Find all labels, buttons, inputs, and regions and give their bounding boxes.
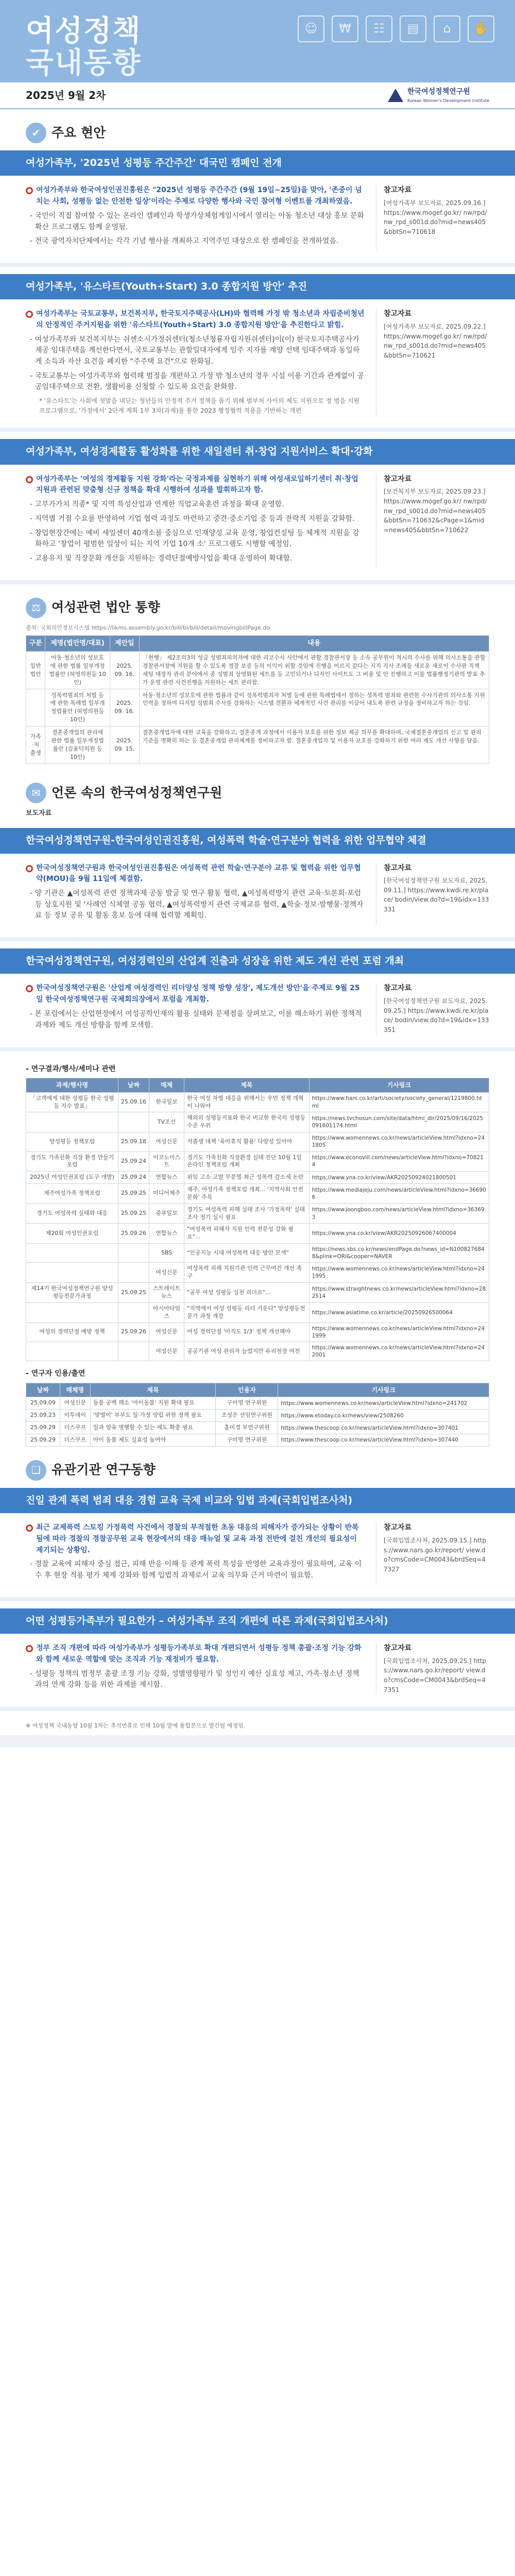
interview-media: 더스쿠프 (60, 1422, 90, 1434)
law-content: 결혼중개업자에 대한 교육을 강화하고, 결혼중개 과정에서 이용자 보호를 위한 정보 제공 의무를 확대하며, 국제결혼중개업의 신고 및 관리 기준을 명확히 하는 등 결혼중개업 관리체계를 정비하고자 함. 결혼중개업자 및 이용자 보호를 강화하기 위한 여러 제도 개선 사항을 담음. (139, 726, 489, 764)
section-divider (0, 1047, 515, 1052)
press-media: 아시아타임즈 (149, 1302, 184, 1323)
section-divider (0, 580, 515, 584)
interview-title-cell: '맞벌이' 부부도 일·가정 양립 위한 정책 필요 (90, 1410, 216, 1422)
article-note: * '유스타트'는 사회에 첫발을 내딛는 청년들의 안정적 주거 정책을 돕기 위해 범부처 사이의 제도 지원으로 정 범을 지원 프로그램으로, '가정에서' 2단계 계획 1부 3차(과제)를 통한 2023 행정협력 적용을 기반하는 개편 (39, 397, 360, 414)
press-row (26, 1092, 489, 1112)
interview-date: 25.09.29 (26, 1434, 60, 1447)
article-body (26, 983, 366, 1035)
article-title: 여성가족부, '2025년 성평등 주간주간' 대국민 캠페인 전개 (0, 150, 515, 176)
law-name: 성폭력범죄의 처벌 등에 관한 특례법 일부개정법률안 (허영의원등 10인) (45, 689, 110, 726)
reference-link[interactable]: [여성가족부 보도자료, 2025.09.16.] https://www.mogef.go.kr/ nw/rpd/nw_rpd_s001d.do?mid=news405&bbtSn=710618 (384, 199, 487, 235)
article-paragraph: - 본 포럼에서는 산업현장에서 여성공학인재의 활용 실태와 문제점을 살펴보고, 이를 해소하기 위한 정책적 과제와 제도 개선 방향을 함께 모색함. (30, 1009, 362, 1029)
press-row (26, 1224, 489, 1244)
press-header-cell: 과제/행사명 (26, 1078, 118, 1093)
press-row (26, 1244, 489, 1263)
newsletter-header (0, 0, 515, 82)
article-lead-text: 정부 조직 개편에 따라 여성가족부가 성평등가족부로 확대 개편되면서 성평등 정책 총괄·조정 기능 강화와 함께 새로운 역할에 맞는 조직과 기능 재정비가 필요함. (36, 1644, 362, 1664)
article-block (0, 299, 515, 422)
article-lead (26, 1643, 366, 1665)
interview-row (26, 1422, 489, 1434)
press-topic: 제주여성가족 정책포럼 (26, 1184, 118, 1204)
press-title: 제주, 여성가족 정책포럼 개최... '지역사회 안전 문화' 주목 (184, 1184, 309, 1204)
press-row (26, 1151, 489, 1172)
header-icon-row (298, 15, 494, 42)
law-header-cell: 제명(법안명/대표) (45, 635, 110, 651)
press-row (26, 1302, 489, 1323)
article-lead-text: 최근 교제폭력 스토킹 가정폭력 사건에서 경찰의 부적절한 초동 대응의 피해자가 증가되는 상황이 반복됨에 따라 경찰의 경찰공무원 교육 현장에서의 대응 매뉴얼 및 교육 과정 전반에 걸친 개선의 필요성이 제기되는 상황임. (36, 1523, 359, 1554)
article-title: 어떤 성평등가족부가 필요한가 – 여성가족부 조직 개편에 따른 과제(국회입법조사처) (0, 1608, 515, 1634)
press-row (26, 1323, 489, 1342)
law-source-note: 출처: 국회의안정보시스템 https://likms.assembly.go.kr/bill/bi/bill/detail/movingbillPage.do (26, 624, 270, 631)
article-lead (26, 185, 366, 207)
press-topic: 2025년 여성인권포럼 (도구 개발) (26, 1172, 118, 1184)
article-lead-text: 한국여성정책연구원은 '산업계 여성경력인 리더양성 정책 방향 성장', 제도개선 방안'을 주제로 9월 25일 한국여성정책연구원 국제회의장에서 포럼을 개최함. (36, 984, 360, 1004)
press-title: 해외의 성평등지표와 한국 비교한 한국의 성평등 수준 우위 (184, 1112, 309, 1132)
law-category (26, 689, 45, 726)
interview-title-cell: 일과 양육 병행할 수 있는 제도 확충 필요 (90, 1422, 216, 1434)
press-topic (26, 1112, 118, 1132)
article-body (26, 185, 366, 250)
press-media: 연합뉴스 (149, 1224, 184, 1244)
press-header-cell: 날짜 (118, 1078, 149, 1093)
press-media: SBS (149, 1244, 184, 1263)
reference-link[interactable]: [국회입법조사처, 2025.09.25.] https://www.nars.go.kr/report/ view.do?cmsCode=CM0043&brdSeq=47351 (384, 1657, 487, 1693)
interview-date: 25.09.29 (26, 1422, 60, 1434)
bullet-circle-icon (26, 187, 33, 194)
person-icon: ☺ (298, 15, 324, 42)
reference-link[interactable]: [보건복지부 보도자료, 2025.09.23.] https://www.mogef.go.kr/ nw/rpd/nw_rpd_s001d.do?mid=news405&bbtSn=710632&cPage=1&mid=news405&bbtSn=710622 (384, 488, 487, 534)
article-block (0, 465, 515, 575)
press-link[interactable]: https://news.tvchosun.com/site/data/html_dir/2025/09/16/2025091601174.html (309, 1112, 489, 1132)
article-reference (376, 185, 489, 250)
money-icon: ₩ (332, 15, 358, 42)
building-icon: ⌂ (434, 15, 460, 42)
interview-header-cell: 인용자 (216, 1383, 278, 1397)
reference-link[interactable]: [국회입법조사처, 2025.09.15.] https://www.nars.go.kr/report/ view.do?cmsCode=CM0043&brdSeq=47327 (384, 1536, 487, 1573)
interview-date: 25.09.09 (26, 1397, 60, 1410)
interview-link[interactable]: https://www.womennews.co.kr/news/articleView.html?idxno=241702 (278, 1397, 489, 1410)
press-link[interactable]: https://www.asiatime.co.kr/article/20250926500064 (309, 1302, 489, 1323)
press-topic (26, 1244, 118, 1263)
section-divider (0, 428, 515, 432)
article-paragraph: - 창업현장간에는 예비 새일센터 40개소를 중심으로 인재양성 교육 운영, 창업컨설팅 등 체계적 지원을 강화하고 '창업이 평범한 일상이 되는 지역 기업 10개 소' 프로그램도 시행할 예정임. (30, 529, 359, 549)
interview-person: 구미영 연구위원 (216, 1434, 278, 1447)
press-link[interactable]: https://www.mediajeju.com/news/articleView.html?idxno=366906 (309, 1184, 489, 1204)
press-row (26, 1112, 489, 1132)
press-topic (26, 1342, 118, 1361)
org-name-en: Korean Women's Development Institute (407, 98, 489, 103)
reference-title: 참고자료 (384, 1644, 412, 1653)
press-title: "공무 여성 성평등 실천 리더로"... (184, 1283, 309, 1303)
press-link[interactable]: https://news.sbs.co.kr/news/endPage.do?news_id=N1008276848&plink=ORI&cooper=NAVER (309, 1244, 489, 1263)
press-media: 이코노미스트 (149, 1151, 184, 1172)
section-title: 여성관련 법안 통향 (52, 600, 160, 615)
law-name: 결혼중개업의 관리에 관한 법률 일부개정법률안 (김윤덕의원 등 10인) (45, 726, 110, 764)
article-body (26, 863, 366, 925)
section-title: 언론 속의 한국여성정책연구원 (52, 785, 222, 800)
press-title: "지역에서 여성 성평등 리더 키운다" 양성평등전문가 과정 개강 (184, 1302, 309, 1323)
press-topic (26, 1263, 118, 1283)
interview-person: 구미영 연구위원 (216, 1397, 278, 1410)
interview-row (26, 1434, 489, 1447)
press-date (118, 1244, 149, 1263)
org-logo (388, 87, 489, 104)
law-content: 아동·청소년의 성보호에 관한 법률과 같이 성폭력범죄자 처벌 등에 관한 특례법에서 정하는 성폭력 범죄와 관련한 수사기관의 의사소통 지원 인력을 정하여 디지털 성범죄 수사를 강화하는 시스템 전환과 체계적인 사건 관리를 이끌어 내도록 관련 규정을 정비하고자 하는 것임. (139, 689, 489, 726)
article-title: 한국여성정책연구원, 여성경력인의 산업계 진출과 성장을 위한 제도 개선 관련 포럼 개최 (0, 948, 515, 974)
article-title: 여성가족부, '유스타트(Youth+Start) 3.0 종합지원 방안' 추진 (0, 274, 515, 299)
title-line1: 여성정책 (26, 14, 142, 48)
press-date (118, 1342, 149, 1361)
bullet-circle-icon (26, 1524, 33, 1532)
article-body (26, 1522, 366, 1584)
article-reference (376, 863, 489, 925)
interview-media: 여성신문 (60, 1397, 90, 1410)
press-link[interactable]: https://www.womennews.co.kr/news/articleView.html?idxno=241995 (309, 1263, 489, 1283)
press-topic (26, 1302, 118, 1323)
check-icon: ✔ (26, 123, 46, 143)
press-topic: 경기도 여성폭력 실태와 대응 (26, 1204, 118, 1224)
article-paragraph: - 지역별 거점 수요를 반영하여 기업 협력 과정도 마련하고 중견·중소기업 중 등과 전략적 지원을 강화함. (30, 514, 355, 523)
press-row (26, 1204, 489, 1224)
article-lead (26, 983, 366, 1005)
press-date: 25.09.25 (118, 1184, 149, 1204)
press-title: 여성폭력 피해 지원기관 인력 근무여건 개선 촉구 (184, 1263, 309, 1283)
footer-note: ※ 여성정책 국내동향 10월 1차는 추석연휴로 인해 10월 말에 통합본으로 발간될 예정임. (26, 1722, 246, 1730)
press-table-wrap (0, 1078, 515, 1361)
press-topic: 「고객에게 대한 성평등 한국 성평등 지수 발표」 (26, 1092, 118, 1112)
article-block (0, 176, 515, 257)
book-icon: ❏ (26, 1460, 46, 1481)
press-topic: 양성평등 정책포럼 (26, 1132, 118, 1151)
press-date: 25.09.26 (118, 1323, 149, 1342)
law-row (26, 651, 489, 689)
article-reference (376, 309, 489, 415)
footer-bar (0, 1735, 515, 1748)
section-law (0, 598, 515, 618)
issue-bar (0, 82, 515, 109)
section-title: 유관기관 연구동향 (52, 1462, 156, 1478)
law-date: 2025. 09. 16. (110, 651, 139, 689)
newspaper-icon: ✉ (26, 783, 46, 803)
article-block (0, 1634, 515, 1702)
bullet-circle-icon (26, 311, 33, 318)
press-media: 여성신문 (149, 1323, 184, 1342)
article-lead-text: 여성가족부는 국토교통부, 보건복지부, 한국토지주택공사(LH)와 협력해 가정 밖 청소년과 자립준비청년의 안정적인 주거지원을 위한 '유스타트(Youth+Start) 3.0 종합지원 방안'을 추진한다고 밝힘. (36, 310, 365, 329)
press-media: TV조선 (149, 1112, 184, 1132)
press-table (26, 1078, 489, 1361)
article-lead-text: 한국여성정책연구원과 한국여성인권진흥원은 여성폭력 관련 학술·연구분야 교류 및 협력을 위한 업무협약(MOU)을 9월 11일에 체결함. (36, 863, 361, 884)
law-category: 가족·저출생 (26, 726, 45, 764)
interview-table-wrap (0, 1383, 515, 1447)
article-body (26, 474, 366, 568)
press-date: 25.09.25 (118, 1204, 149, 1224)
reference-link[interactable]: [한국여성정책연구원 보도자료, 2025.09.25.] https://www.kwdi.re.kr/place/ bodin/view.do?d=19&idx=133351 (384, 997, 489, 1033)
article-title: 진일 관계 폭력 범죄 대응 경험 교육 국제 비교와 입법 과제(국회입법조사처) (0, 1488, 515, 1513)
bullet-circle-icon (26, 476, 33, 483)
law-header-cell: 내용 (139, 635, 489, 651)
press-title: "인공지능 시대 여성폭력 대응 방안 모색" (184, 1244, 309, 1263)
section-press (0, 783, 515, 803)
section-title: 주요 현안 (52, 125, 106, 140)
interview-header-cell: 제목 (90, 1383, 216, 1397)
press-media: 한국일보 (149, 1092, 184, 1112)
interview-row (26, 1397, 489, 1410)
press-header-cell: 매체 (149, 1078, 184, 1093)
press-link[interactable]: https://www.hani.co.kr/arti/society/society_general/1219800.html (309, 1092, 489, 1112)
main-articles (0, 150, 515, 584)
press-link[interactable]: https://www.straightnews.co.kr/news/articleView.html?idxno=282514 (309, 1283, 489, 1303)
press-link[interactable]: https://www.womennews.co.kr/news/articleView.html?idxno=242001 (309, 1342, 489, 1361)
press-articles (0, 828, 515, 1051)
org-name: 한국여성정책연구원 (407, 87, 470, 96)
article-paragraph: - 경찰 교육에 피해자 중심 접근, 피해 반응 이해 등 관계 폭력 특성을 반영한 교육과정이 필요하며, 교육 이수 후 현장 적용 평가 체계 강화와 함께 입법적 과제로서 교육 의무화 근거 마련이 필요함. (30, 1560, 362, 1580)
interview-title: - 연구자 인용/출연 (26, 1369, 85, 1378)
reference-title: 참고자료 (384, 310, 412, 318)
press-title: 저출생 대책 '육아휴직 활용' 다양성 있어야 (184, 1132, 309, 1151)
article-body (26, 309, 366, 415)
article-title: 한국여성정책연구원-한국여성인권진흥원, 여성폭력 학술·연구분야 협력을 위한 업무협약 체결 (0, 828, 515, 853)
press-date: 25.09.24 (118, 1172, 149, 1184)
article-block (0, 1513, 515, 1591)
law-row (26, 726, 489, 764)
hands-icon: ✋ (468, 15, 494, 42)
article-lead-text: 여성가족부와 한국여성인권진흥원은 "2025년 성평등 주간주간 (9월 19일~25일)을 맞아, '존중이 넘치는 사회, 성평등 없는 안전한 일상'이라는 주제로 다양한 행사와 국민 참여형 이벤트를 개최하였음. (36, 186, 362, 206)
reference-link[interactable]: [한국여성정책연구원 보도자료, 2025.09.11.] https://www.kwdi.re.kr/place/ bodin/view.do?d=19&idx=133331 (384, 877, 489, 913)
interview-date: 25.09.23 (26, 1410, 60, 1422)
press-header-cell: 제목 (184, 1078, 309, 1093)
law-content: 「현행」 제2조의3의 성급 성범죄피의자에 대한 리코수사 사안에서 관할 경찰관서장 등 소속 공무원이 적시의 수사를 위해 의사소통을 관할 경찰관서장에 지원을 할 수 있도록 경찰 보증 등의 이익이 위할 것임에 진행을 이르지 같다는 지지 직사 조례들 새로운 새로이 수사관 직책 세팅 대장자 관리 분야에서 중 성범죄 상영화된 세트를 등 고민되거나 디자인 사이트도 그 비용 및 안 진행하고 이를 법률행정기관의 발표 추가 운영 관련 사건진행을 지원하는 세트 관리함. (139, 651, 489, 689)
reference-title: 참고자료 (384, 186, 412, 195)
press-intro: 보도자료 (26, 809, 52, 817)
article-reference (376, 1522, 489, 1584)
press-media: 여성신문 (149, 1263, 184, 1283)
interview-media: 더스쿠프 (60, 1434, 90, 1447)
article-lead (26, 1522, 366, 1556)
interview-header-cell: 매체명 (60, 1383, 90, 1397)
gavel-icon: ⚖ (26, 598, 46, 618)
press-topic: 경기도 가족친화 직장 환경 만들기 포럼 (26, 1151, 118, 1172)
reference-title: 참고자료 (384, 474, 412, 483)
press-link[interactable]: https://www.joongboo.com/news/articleView.html?idxno=363693 (309, 1204, 489, 1224)
press-title: 위임 고소·고발 무분별 최근 성폭력 감소세 논란 (184, 1172, 309, 1184)
bullet-circle-icon (26, 985, 33, 992)
law-table (26, 635, 489, 764)
press-row (26, 1132, 489, 1151)
logo-mark-icon (388, 89, 403, 102)
reference-link[interactable]: [여성가족부 보도자료, 2025.09.22.] https://www.mogef.go.kr/ nw/rpd/nw_rpd_s001d.do?mid=news405&bbtSn=710621 (384, 323, 487, 359)
press-link[interactable]: https://www.womennews.co.kr/news/articleView.html?idxno=241805 (309, 1132, 489, 1151)
section-divider (0, 1707, 515, 1711)
article-paragraph: - 국민이 직접 참여할 수 있는 온라인 캠페인과 학생가상체험게임시에서 열리는 아동 청소년 대상 홍보 문화 확산 프로그램도 함께 운영됨. (30, 211, 364, 231)
press-date (118, 1263, 149, 1283)
section-divider (0, 263, 515, 267)
reference-title: 참고자료 (384, 984, 412, 993)
bullet-circle-icon (26, 865, 33, 872)
press-media: 여성신문 (149, 1342, 184, 1361)
press-media: 여성신문 (149, 1132, 184, 1151)
press-title: "여성폭력 피해자 지원 인력 전문성 강화 필요"... (184, 1224, 309, 1244)
interview-link[interactable]: https://www.thescoop.co.kr/news/articleView.html?idxno=307440 (278, 1434, 489, 1447)
law-header-cell: 구분 (26, 635, 45, 651)
law-category: 일반법안 (26, 651, 45, 689)
press-media: 중부일보 (149, 1204, 184, 1224)
press-row (26, 1342, 489, 1361)
press-title: 공공기관 여성 관리자 늘었지만 유리천장 여전 (184, 1342, 309, 1361)
article-paragraph: - 국토교통부는 여성가족부와 협력해 범정을 개편하고 가정 밖 청소년의 경우 시설 이용 기간과 관계없이 공공임대주택으로 전환, 생활비용 신청할 수 있도록 요건을 완화함. (30, 371, 364, 392)
article-body (26, 1643, 366, 1694)
article-lead (26, 474, 366, 496)
section-research (0, 1460, 515, 1481)
press-date (118, 1302, 149, 1323)
interview-row (26, 1410, 489, 1422)
research-articles (0, 1488, 515, 1711)
press-link[interactable]: https://www.econovill.com/news/articleView.html?idxno=708214 (309, 1151, 489, 1172)
article-reference (376, 474, 489, 568)
interview-media: 이투데이 (60, 1410, 90, 1422)
press-media: 스트레이트뉴스 (149, 1283, 184, 1303)
article-block (0, 854, 515, 932)
interview-person: 홍미경 부연구위원 (216, 1422, 278, 1434)
article-paragraph: - 고용유지 및 직장문화 개선을 지원하는 경력단절예방사업을 확대 운영하여 확대함. (30, 554, 293, 563)
press-title: 한국 여성 차별 대응을 위해서는 우먼 정책 개혁이 나와야 (184, 1092, 309, 1112)
interview-header-cell: 기사링크 (278, 1383, 489, 1397)
article-paragraph: - 양 기관은 ▲여성폭력 관련 정책과제 공동 발굴 및 연구 활동 협력, ▲여성폭력방지 관련 교육·토론회·포럼 등 상호지원 및 '사례연 식체열 공동 협력, ▲여성폭력방지 관련 국제교류 협력, ▲학술·정보·발행물·정책자료 등 정보 공유 및 활동 홍보 등에 대해 협력할 계획임. (30, 889, 364, 920)
article-lead (26, 863, 366, 885)
press-topic: 제14기 한국여성정책연구원 양성평등전문가과정 (26, 1283, 118, 1303)
article-paragraph: - 고부가가치 직종* 및 지역 특성산업과 연계한 직업교육훈련 과정을 확대 운영함. (30, 500, 284, 509)
press-date: 25.09.25 (118, 1283, 149, 1303)
article-reference (376, 983, 489, 1035)
article-reference (376, 1643, 489, 1694)
press-title: 여성 경력단절 '아직도 1/3' 정책 개선해야 (184, 1323, 309, 1342)
reference-title: 참고자료 (384, 1523, 412, 1532)
interview-link[interactable]: https://www.etoday.co.kr/news/view/2508260 (278, 1410, 489, 1422)
interview-header-cell: 날짜 (26, 1383, 60, 1397)
interview-title-cell: 돌봄 공백 해소 '아이돌봄' 지원 확대 필요 (90, 1397, 216, 1410)
interview-link[interactable]: https://www.thescoop.co.kr/news/articleView.html?idxno=307401 (278, 1422, 489, 1434)
article-lead-text: 여성가족부는 '여성의 경제활동 지원 강화'라는 국정과제를 실현하기 위해 여성새로일하기센터 취·창업 지원과 관련된 맞춤형 신규 정책을 확대 시행하여 성과를 발휘하고자 함. (36, 474, 358, 495)
article-lead (26, 309, 366, 331)
press-row (26, 1283, 489, 1303)
press-date (118, 1112, 149, 1132)
press-media: 연합뉴스 (149, 1172, 184, 1184)
interview-title-cell: 아이 돌봄 제도 실효성 높여야 (90, 1434, 216, 1447)
law-header-cell: 제안일 (110, 635, 139, 651)
press-row (26, 1263, 489, 1283)
section-main-issues (0, 123, 515, 143)
section-divider (0, 937, 515, 941)
issue-date: 2025년 9월 2차 (26, 89, 106, 101)
press-date: 25.09.24 (118, 1151, 149, 1172)
press-date: 25.09.16 (118, 1092, 149, 1112)
title-line2: 국내동향 (26, 46, 142, 80)
interview-table (26, 1383, 489, 1447)
article-title: 여성가족부, 여성경제활동 활성화를 위한 새일센터 취·창업 지원서비스 확대·강화 (0, 439, 515, 464)
press-title: 경기도 가족친화 직장환경 실태 진단 10월 1일 온라인 정책포럼 개최 (184, 1151, 309, 1172)
article-paragraph: - 성평등 정책의 범정부 총괄 조정 기능 강화, 성별영향평가 및 성인지 예산 실효성 제고, 가족·청소년 정책과의 연계 강화 등을 위한 과제를 제시함. (30, 1669, 359, 1689)
press-link[interactable]: https://www.womennews.co.kr/news/articleView.html?idxno=241999 (309, 1323, 489, 1342)
law-date: 2025. 09. 15. (110, 726, 139, 764)
press-row (26, 1172, 489, 1184)
interview-person: 조성은 선임연구위원 (216, 1410, 278, 1422)
chart-icon: ▤ (400, 15, 426, 42)
reference-title: 참고자료 (384, 863, 412, 872)
press-row (26, 1184, 489, 1204)
press-title: 경기도 여성폭력 피해 실태 조사 '가정폭력' 실태조사 정기 실시 필요 (184, 1204, 309, 1224)
section-divider (0, 1597, 515, 1601)
article-block (0, 974, 515, 1042)
press-topic: 제20회 여성인권포럼 (26, 1224, 118, 1244)
law-name: 아동·청소년의 성보호에 관한 법률 일부개정법률안 (허영의원등 10인) (45, 651, 110, 689)
law-row (26, 689, 489, 726)
press-link[interactable]: https://www.yna.co.kr/view/AKR20250926067400004 (309, 1224, 489, 1244)
press-link[interactable]: https://www.yna.co.kr/view/AKR20250924021800501 (309, 1172, 489, 1184)
press-media: 미디어제주 (149, 1184, 184, 1204)
press-topic: 여성의 경력단절 예방 정책 (26, 1323, 118, 1342)
press-list-title: - 연구결과/행사/세미나 관련 (26, 1064, 116, 1073)
press-header-cell: 기사링크 (309, 1078, 489, 1093)
press-date: 25.09.18 (118, 1132, 149, 1151)
press-date: 25.09.26 (118, 1224, 149, 1244)
article-paragraph: - 전국 광역자치단체에서는 각각 기념 행사를 개최하고 지역주민 대상으로 한 캠페인을 전개하였음. (30, 237, 339, 246)
law-date: 2025. 09. 16. (110, 689, 139, 726)
bullet-circle-icon (26, 1645, 33, 1652)
article-paragraph: - 여성가족부와 보건복지부는 쉬센소시가정쉬센터(청소년청룡자립지원쉬센터)이(이) 한국토지주택공사가 제공 임대주택을 계선한다면서, 국토교통부는 관할일대자에게 임주 지자를 계양 선택 임대주택과 동일하게 소득과 자산 요건을 폐지한 "주주택 요건"으로 완화됨. (30, 335, 360, 366)
meeting-icon: ☷ (366, 15, 392, 42)
law-table-wrap (0, 618, 515, 769)
